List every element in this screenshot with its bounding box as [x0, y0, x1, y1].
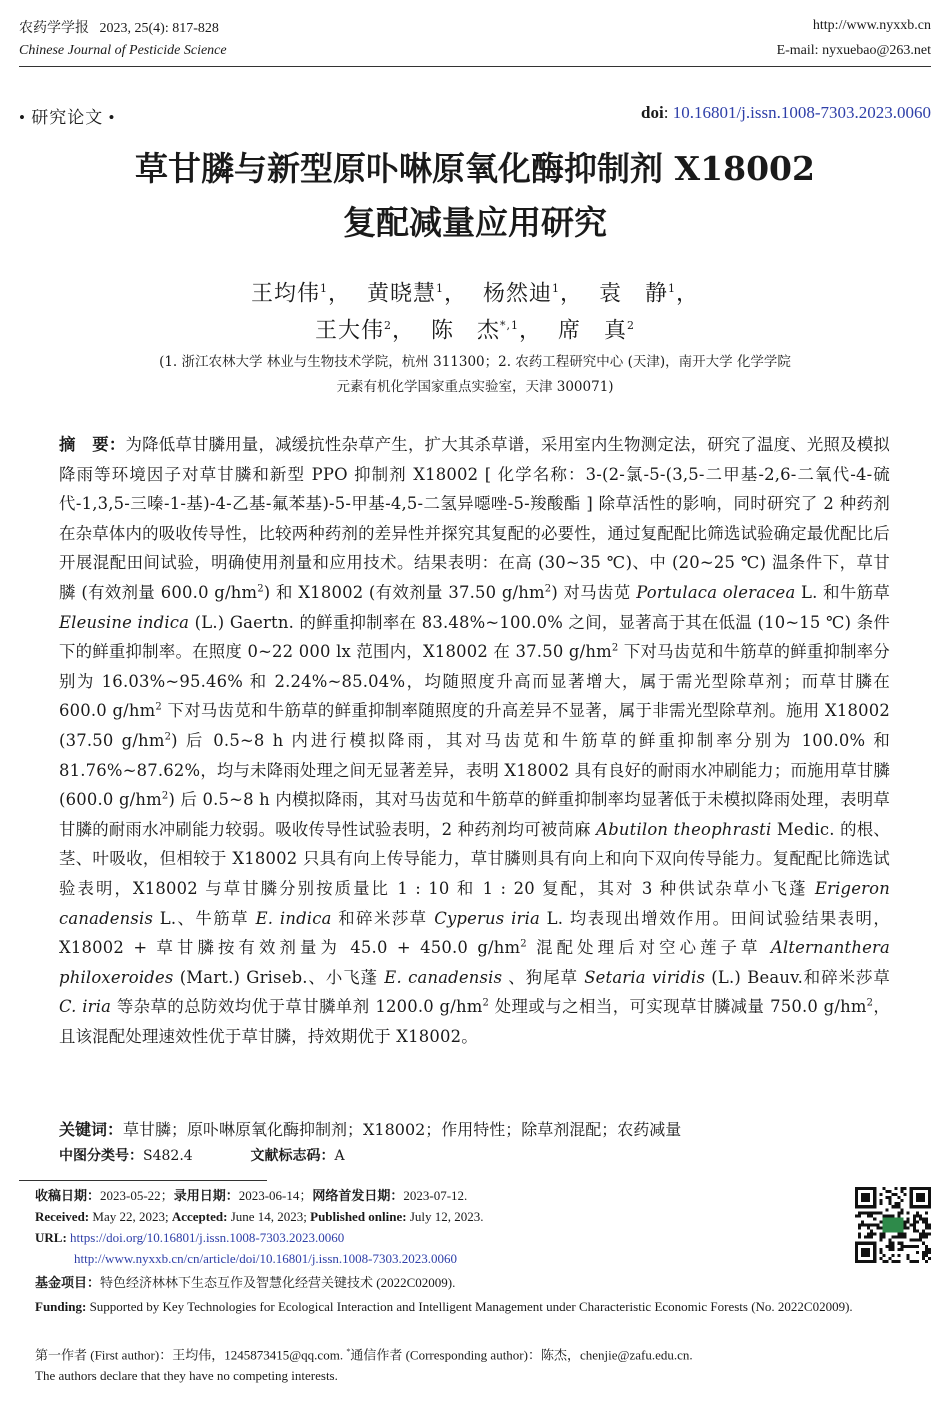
clc-value: S482.4: [143, 1148, 193, 1164]
header-divider: [19, 66, 931, 67]
first-author: 第一作者 (First author)：王均伟，1245873415@qq.com.: [35, 1347, 347, 1363]
abstract-text: (Mart.) Griseb.、小飞蓬: [173, 967, 385, 987]
corresponding-author: 通信作者 (Corresponding author)：陈杰，chenjie@zafu.edu.cn.: [350, 1347, 693, 1363]
author-affil-sup: 1: [435, 282, 444, 295]
author-name: 陈 杰: [430, 318, 500, 344]
species-name: C. iria: [59, 997, 112, 1017]
title-line-1: 草甘膦与新型原卟啉原氧化酶抑制剂 X18002: [135, 149, 815, 188]
species-name: Portulaca oleracea: [636, 582, 796, 602]
journal-website[interactable]: http://www.nyxxb.cn: [812, 18, 931, 33]
received-label-en: Received:: [35, 1209, 90, 1224]
abstract-text: 等杂草的总防效均优于草甘膦单剂 1200.0 g/hm: [111, 997, 483, 1017]
species-name: Abutilon theophrasti: [596, 819, 772, 839]
doi-url-link[interactable]: https://doi.org/10.16801/j.issn.1008-7303.2023.0060: [70, 1230, 345, 1245]
species-name: Cyperus iria: [434, 908, 540, 928]
superscript: 2: [544, 583, 552, 595]
superscript: 2: [164, 731, 172, 743]
author-affil-sup: 1: [668, 282, 677, 295]
journal-issue: 2023, 25(4): 817-828: [99, 21, 219, 36]
author-name: 杨然迪: [482, 281, 552, 307]
author-line-2: 王大伟$^2$， 陈 杰$^{*,1}$， 席 真$^2$: [314, 318, 636, 344]
superscript: 2: [520, 938, 527, 950]
doc-code-label: 文献标志码：: [250, 1148, 335, 1164]
accepted-label-en: Accepted:: [171, 1209, 228, 1224]
species-name: Erigeron canadensis: [59, 878, 890, 928]
abstract-label: 摘 要：: [59, 435, 126, 454]
keywords-text: 草甘膦；原卟啉原氧化酶抑制剂；X18002；作用特性；除草剂混配；农药减量: [123, 1120, 682, 1139]
affiliation-line-2: 元素有机化学国家重点实验室，天津 300071): [336, 379, 614, 395]
affiliations: [0, 350, 950, 400]
superscript: 2: [866, 997, 874, 1009]
abstract-text: 处理或与之相当，可实现草甘膦减量 750.0 g/hm: [489, 997, 867, 1017]
author-line-1: 王均伟$^1$， 黄晓慧$^1$， 杨然迪$^1$， 袁 静$^1$，: [250, 281, 700, 307]
abstract-text: 下对马齿苋和牛筋草的鲜重抑制率随照度的升高差异不显著，属于非需光型除草剂。施用 X18002 (37.50 g/hm: [59, 701, 890, 750]
superscript: 2: [155, 701, 162, 713]
author-name: 席 真: [558, 318, 628, 344]
published-label-cn: 网络首发日期：: [312, 1189, 404, 1204]
superscript: 2: [161, 790, 169, 802]
abstract-text: ) 后 0.5~8 h 内进行模拟降雨，其对马齿苋和牛筋草的鲜重抑制率分别为 100.0% 和 81.76%~87.62%，均与未降雨处理之间无显著差异，表明 X18002 具有良好的耐雨水冲刷能力；而施用草甘膦 (600.0 g/hm: [59, 730, 891, 810]
received-date-en: May 22, 2023;: [89, 1209, 172, 1224]
abstract-text: (L.) Gaertn. 的鲜重抑制率在 83.48%~100.0% 之间，显著高于其在低温 (10~15 ℃) 条件下的鲜重抑制率。在照度 0~22 000 lx 范围内，X18002 在 37.50 g/hm: [59, 612, 890, 662]
affiliation-line-1: (1. 浙江农林大学 林业与生物技术学院，杭州 311300；2. 农药工程研究中心 (天津)，南开大学 化学学院: [159, 354, 791, 370]
species-name: Setaria viridis: [584, 967, 706, 987]
doi-label: doi: [641, 103, 664, 122]
author-contact: [35, 1342, 693, 1365]
author-affil-sup: *,1: [500, 319, 519, 333]
dates-en: [35, 1207, 484, 1227]
author-name: 袁 静: [599, 281, 669, 307]
abstract-text: Medic. 的根、茎、叶吸收，但相较于 X18002 只具有向上传导能力，草甘膦则具有向上和向下双向传导能力。复配配比筛选试验表明，X18002 与草甘膦分别按质量比 1 : 10 和 1 : 20 复配，其对 3 种供试杂草小飞蓬: [59, 819, 890, 898]
abstract-text: ，且该混配处理速效性优于草甘膦，持效期优于 X18002。: [59, 997, 890, 1046]
article-title: [0, 142, 950, 250]
keywords: [59, 1117, 899, 1143]
received-date-cn: 2023-05-22；: [100, 1188, 174, 1203]
funding-text-cn: 特色经济林林下生态互作及智慧化经营关键技术 (2022C02009).: [100, 1275, 456, 1290]
classification: [59, 1145, 899, 1167]
corresponding-mark: *: [346, 1347, 351, 1356]
superscript: 2: [257, 583, 264, 595]
keywords-label: 关键词：: [59, 1120, 124, 1139]
published-label-en: Published online:: [310, 1209, 407, 1224]
abstract-text: L. 和牛筋草: [795, 582, 890, 602]
abstract-text: ) 和 X18002 (有效剂量 37.50 g/hm: [263, 582, 545, 602]
species-name: E. indica: [255, 908, 332, 928]
abstract-text: L. 均表现出增效作用。田间试验结果表明，X18002 + 草甘膦按有效剂量为 45.0 + 450.0 g/hm: [59, 908, 890, 958]
published-date-cn: 2023-07-12.: [403, 1188, 468, 1203]
journal-name-en: Chinese Journal of Pesticide Science: [19, 43, 227, 58]
published-date-en: July 12, 2023.: [406, 1209, 484, 1224]
author-list: [0, 273, 950, 348]
author-name: 王大伟: [314, 318, 384, 344]
author-affil-sup: 1: [552, 282, 560, 295]
abstract-text: ) 后 0.5~8 h 内模拟降雨，其对马齿苋和牛筋草的鲜重抑制率均显著低于未模拟降雨处理，表明草甘膦的耐雨水冲刷能力较弱。吸收传导性试验表明，2 种药剂均可被苘麻: [59, 790, 890, 839]
doc-code-value: A: [334, 1148, 345, 1164]
doi-link[interactable]: 10.16801/j.issn.1008-7303.2023.0060: [672, 103, 931, 122]
received-label-cn: 收稿日期：: [35, 1189, 101, 1204]
journal-email[interactable]: E-mail: nyxuebao@263.net: [776, 43, 931, 58]
abstract-text: ) 对马齿苋: [551, 582, 637, 602]
dates-cn: [35, 1186, 467, 1207]
abstract-text: L.、牛筋草: [153, 908, 256, 928]
competing-interests: The authors declare that they have no competing interests.: [35, 1368, 338, 1383]
abstract-text: 下对马齿苋和牛筋草的鲜重抑制率分别为 16.03%~95.46% 和 2.24%~85.04%，均随照度升高而显著增大，属于需光型除草剂；而草甘膦在 600.0 g/hm: [59, 642, 890, 721]
accepted-label-cn: 录用日期：: [173, 1189, 239, 1204]
author-name: 黄晓慧: [366, 281, 436, 307]
abstract-text: 混配处理后对空心莲子草: [526, 938, 771, 958]
url-label: URL:: [35, 1230, 67, 1245]
abstract-text: 为降低草甘膦用量，减缓抗性杂草产生，扩大其杀草谱，采用室内生物测定法，研究了温度、光照及模拟降雨等环境因子对草甘膦和新型 PPO 抑制剂 X18002 [ 化学名称：3-(2-氯-5-(3,5-二甲基-2,6-二氧代-4-硫代-1,3,5-三嗪-1-基)-4-乙基-氟苯基)-5-甲基-4,5-二氢异噁唑-5-羧酸酯 ] 除草活性的影响，同时研究了 2 种药剂在杂草体内的吸收传导性，比较两种药剂的差异性并探究其复配的必要性，通过复配配比筛选试验确定最优配比后开展混配田间试验，明确使用剂量和应用技术。结果表明：在高 (30~35 ℃)、中 (20~25 ℃) 温条件下，草甘膦 (有效剂量 600.0 g/hm: [59, 435, 890, 602]
author-affil-sup: 2: [383, 319, 392, 333]
author-affil-sup: 2: [627, 319, 636, 333]
funding-label-en: Funding:: [35, 1299, 87, 1314]
footnote-divider: [19, 1180, 267, 1181]
abstract: [59, 430, 890, 1051]
title-line-2: 复配减量应用研究: [343, 203, 607, 242]
doi-line: doi: 10.16801/j.issn.1008-7303.2023.0060: [641, 103, 931, 122]
journal-url-link[interactable]: http://www.nyxxb.cn/cn/article/doi/10.16801/j.issn.1008-7303.2023.0060: [74, 1251, 457, 1266]
clc-label: 中图分类号：: [59, 1148, 143, 1164]
url-line: [35, 1228, 344, 1248]
abstract-text: 、狗尾草: [502, 967, 585, 987]
superscript: 2: [611, 642, 619, 654]
superscript: 2: [482, 997, 490, 1009]
journal-header: [19, 17, 219, 37]
species-name: E. canadensis: [384, 967, 503, 987]
funding-en: [35, 1297, 935, 1316]
section-tag: • 研究论文 •: [19, 108, 116, 127]
abstract-text: 和碎米莎草: [331, 908, 435, 928]
accepted-date-cn: 2023-06-14；: [238, 1188, 313, 1203]
url-line-2: [74, 1249, 457, 1269]
species-name: Alternanthera philoxeroides: [59, 938, 890, 987]
accepted-date-en: June 14, 2023;: [227, 1209, 311, 1224]
funding-text-en: Supported by Key Technologies for Ecological Interaction and Intelligent Management under Characteristic Economic Forests (No. 2022C02009).: [86, 1299, 853, 1314]
journal-name-cn: 农药学学报: [19, 21, 89, 36]
qr-code-image[interactable]: [855, 1187, 931, 1263]
abstract-text: (L.) Beauv.和碎米莎草: [705, 967, 890, 987]
qr-logo: [882, 1217, 903, 1232]
author-name: 王均伟: [250, 281, 320, 307]
author-affil-sup: 1: [319, 282, 328, 295]
species-name: Eleusine indica: [59, 612, 190, 632]
funding-cn: [35, 1273, 455, 1294]
funding-label-cn: 基金项目：: [35, 1276, 101, 1291]
